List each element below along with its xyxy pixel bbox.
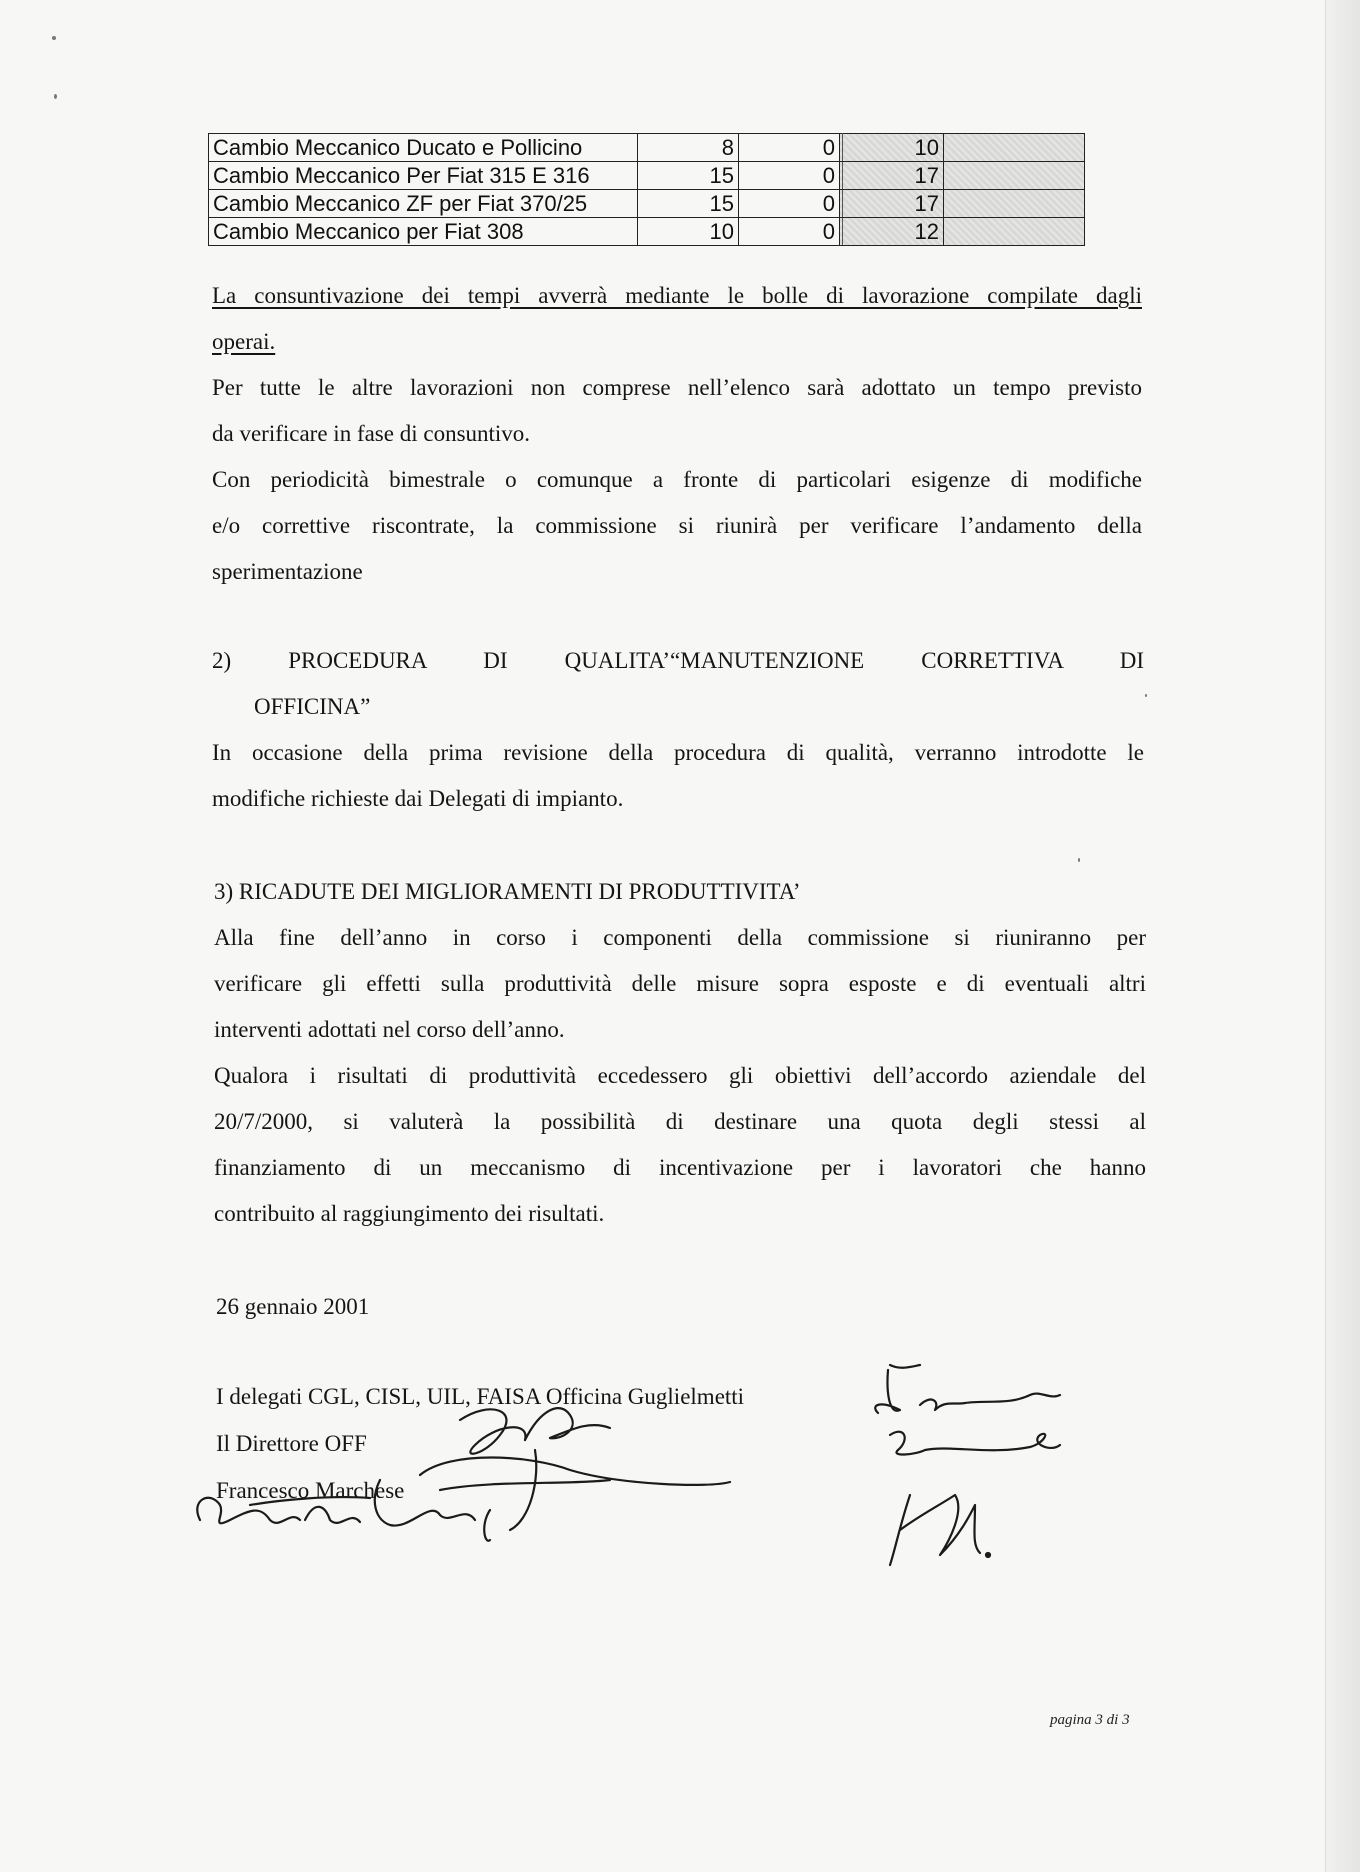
page-edge <box>1325 0 1360 1872</box>
scan-speck <box>1078 858 1080 862</box>
paragraph-line: sperimentazione <box>212 559 363 584</box>
scan-speck <box>54 94 57 99</box>
table-cell-value: 0 <box>739 134 840 162</box>
table-cell-value: 12 <box>843 218 944 246</box>
table-cell-value: 17 <box>843 190 944 218</box>
table-cell-value: 0 <box>739 190 840 218</box>
paragraph-line: Con periodicità bimestrale o comunque a fronte di particolari esigenze di modifiche <box>212 467 1142 492</box>
paragraph-line: interventi adottati nel corso dell’anno. <box>214 1017 565 1042</box>
director-signature <box>190 1380 750 1610</box>
paragraph-line: contribuito al raggiungimento dei risultati. <box>214 1201 605 1226</box>
document-date: 26 gennaio 2001 <box>216 1294 370 1319</box>
section-heading: 3) RICADUTE DEI MIGLIORAMENTI DI PRODUTTIVITA’ <box>214 879 801 904</box>
section-heading: OFFICINA” <box>254 694 371 719</box>
table-cell-name: Cambio Meccanico ZF per Fiat 370/25 <box>209 190 638 218</box>
table-cell-value: 0 <box>739 218 840 246</box>
table-cell-value: 0 <box>739 162 840 190</box>
table-cell-value: 10 <box>843 134 944 162</box>
paragraph-line: finanziamento di un meccanismo di incentivazione per i lavoratori che hanno <box>214 1155 1146 1180</box>
table-row <box>209 190 1085 218</box>
table-cell-value: 10 <box>638 218 739 246</box>
paragraph-line: Alla fine dell’anno in corso i componenti della commissione si riuniranno per <box>214 925 1146 950</box>
paragraph-line: Qualora i risultati di produttività eccedessero gli obiettivi dell’accordo aziendale del <box>214 1063 1146 1088</box>
table-cell-empty <box>944 190 1085 218</box>
table-row <box>209 134 1085 162</box>
table-cell-empty <box>944 134 1085 162</box>
table-cell-name: Cambio Meccanico per Fiat 308 <box>209 218 638 246</box>
paragraph-line: verificare gli effetti sulla produttività delle misure sopra esposte e di eventuali altri <box>214 971 1146 996</box>
table-cell-name: Cambio Meccanico Per Fiat 315 E 316 <box>209 162 638 190</box>
page-number: pagina 3 di 3 <box>1050 1712 1130 1728</box>
scan-speck <box>1145 694 1147 697</box>
table-cell-name: Cambio Meccanico Ducato e Pollicino <box>209 134 638 162</box>
signatory-delegates: I delegati CGL, CISL, UIL, FAISA Officina Guglielmetti <box>216 1384 745 1409</box>
table-cell-empty <box>944 162 1085 190</box>
table-row <box>209 162 1085 190</box>
table-row <box>209 218 1085 246</box>
table-cell-value: 17 <box>843 162 944 190</box>
table-cell-value: 15 <box>638 190 739 218</box>
table-cell-value: 8 <box>638 134 739 162</box>
signatory-director-name: Francesco Marchese <box>216 1478 405 1503</box>
signatory-director-title: Il Direttore OFF <box>216 1431 367 1456</box>
paragraph-line: In occasione della prima revisione della procedura di qualità, verranno introdotte le <box>212 740 1144 765</box>
paragraph-line: e/o correttive riscontrate, la commissione si riunirà per verificare l’andamento della <box>212 513 1142 538</box>
paragraph-line: 20/7/2000, si valuterà la possibilità di destinare una quota degli stessi al <box>214 1109 1146 1134</box>
delegates-signatures <box>860 1355 1120 1585</box>
scan-speck <box>52 36 56 40</box>
paragraph-line: operai. <box>212 329 276 354</box>
section-heading: 2) PROCEDURA DI QUALITA’“MANUTENZIONE CORRETTIVA DI <box>212 648 1144 673</box>
table-cell-value: 15 <box>638 162 739 190</box>
times-table <box>208 133 1085 246</box>
table-cell-empty <box>944 218 1085 246</box>
paragraph-line: Per tutte le altre lavorazioni non comprese nell’elenco sarà adottato un tempo previsto <box>212 375 1142 400</box>
paragraph-line: da verificare in fase di consuntivo. <box>212 421 531 446</box>
paragraph-line: modifiche richieste dai Delegati di impianto. <box>212 786 624 811</box>
paragraph-line: La consuntivazione dei tempi avverrà mediante le bolle di lavorazione compilate dagli <box>212 283 1142 308</box>
